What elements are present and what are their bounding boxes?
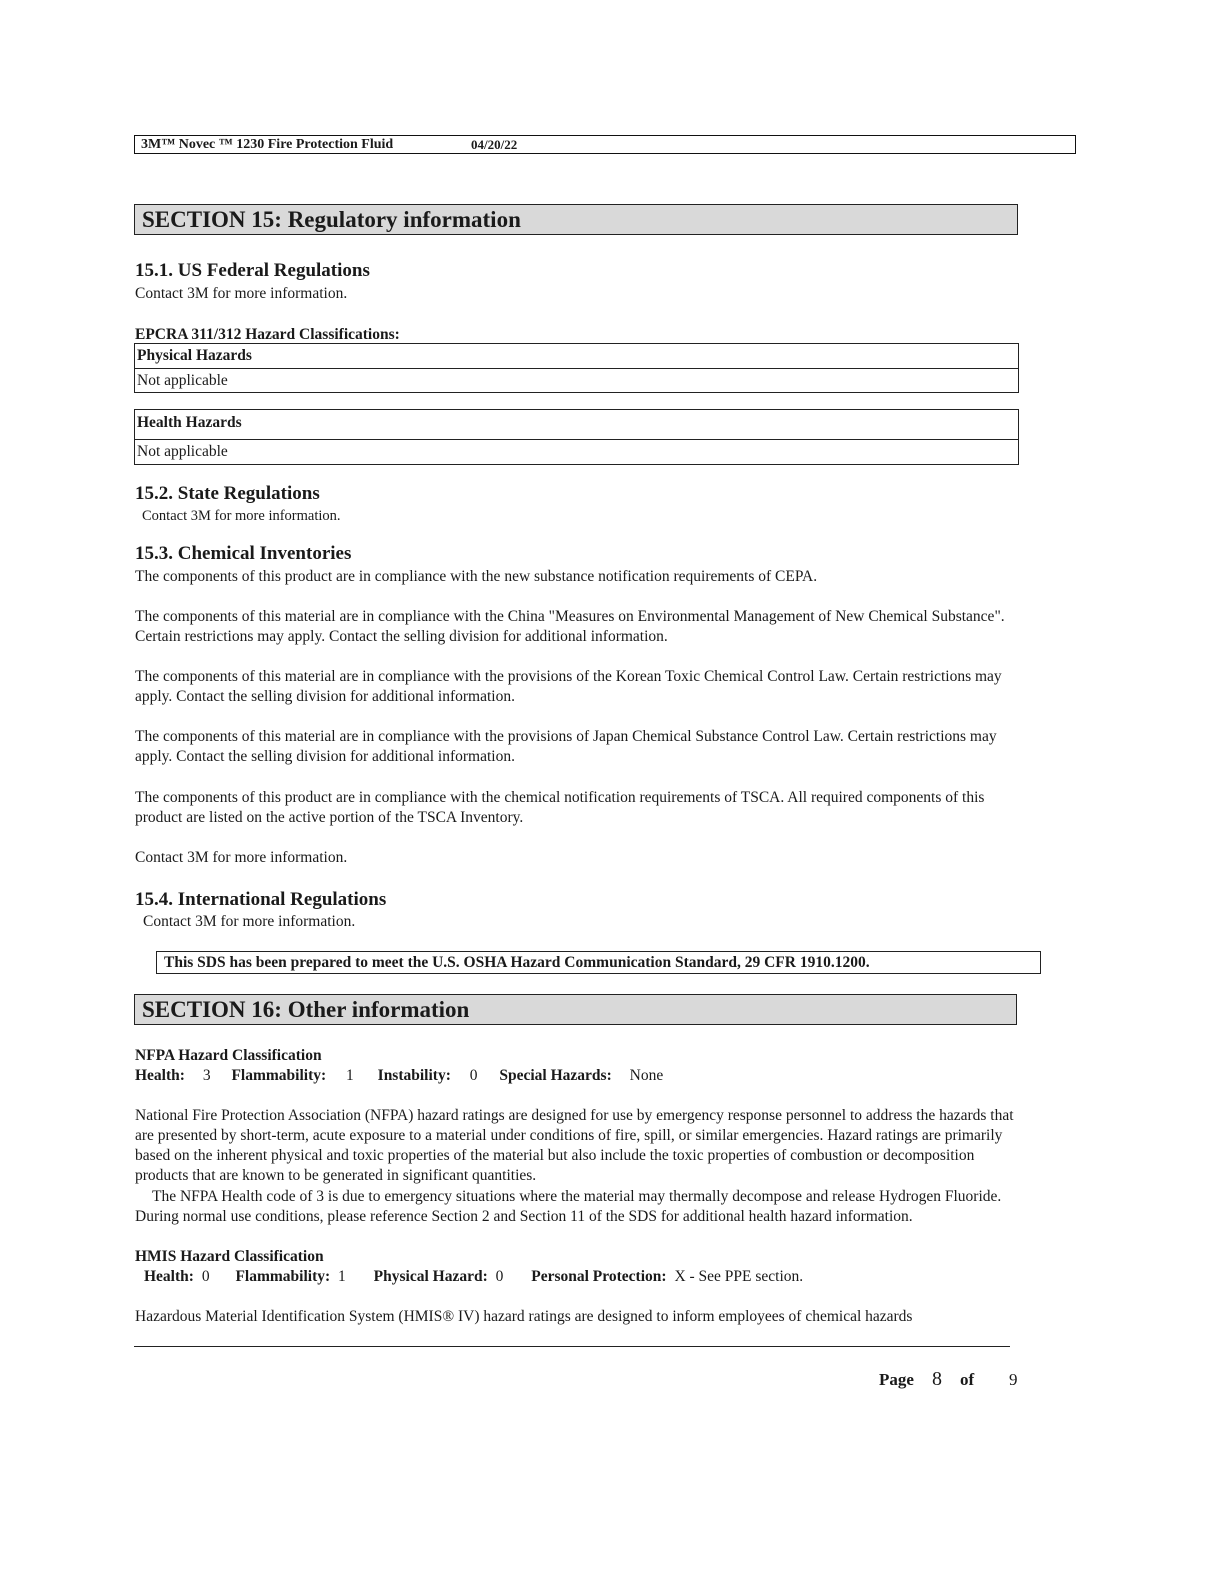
text-15-4: Contact 3M for more information. [143,913,356,930]
inventory-contact: Contact 3M for more information. [135,849,348,866]
section-15-title: SECTION 15: Regulatory information [134,204,1018,235]
nfpa-special-value: None [629,1067,664,1084]
hmis-physical-value: 0 [495,1268,504,1285]
nfpa-health-note: The NFPA Health code of 3 is due to emergency situations where the material may thermally decompose and release Hydrogen Fluoride. During normal use conditions, please reference Section 2 and Section 11 of the SDS for additional health hazard information. [135,1188,1002,1225]
of-label: of [960,1370,975,1389]
inventory-cepa: The components of this product are in compliance with the new substance notification requirements of CEPA. [135,568,818,585]
revision-date: 04/20/22 [471,137,518,152]
heading-15-2: 15.2. State Regulations [135,483,320,504]
nfpa-ratings [135,1066,1025,1086]
nfpa-flammability-value: 1 [346,1067,354,1084]
hmis-flammability-label: Flammability: [235,1268,331,1285]
inventory-japan: The components of this material are in compliance with the provisions of Japan Chemical Substance Control Law. Certain restrictions may apply. Contact the selling division for additional information. [135,728,997,765]
document-header [134,135,1076,154]
hmis-physical-label: Physical Hazard: [373,1268,488,1285]
inventory-tsca: The components of this product are in compliance with the chemical notification requirements of TSCA. All required components of this product are listed on the active portion of the TSCA Inventory. [135,789,985,826]
section-16-title: SECTION 16: Other information [134,994,1017,1025]
heading-15-1: 15.1. US Federal Regulations [135,260,370,281]
health-hazards-table [134,409,1019,465]
health-hazards-header: Health Hazards [137,414,242,431]
hmis-description: Hazardous Material Identification System (HMIS® IV) hazard ratings are designed to inform employees of chemical hazards [135,1308,913,1325]
hmis-health-label: Health: [144,1268,194,1285]
nfpa-special-label: Special Hazards: [499,1067,612,1084]
inventory-china: The components of this material are in compliance with the China "Measures on Environmental Management of New Chemical Substance". Certain restrictions may apply. Contact the selling division for additional information. [135,608,1005,645]
physical-hazards-value: Not applicable [135,368,1018,392]
nfpa-health-label: Health: [135,1067,185,1084]
hmis-ppe-value: X - See PPE section. [674,1268,804,1285]
epcra-label: EPCRA 311/312 Hazard Classifications: [135,326,400,343]
hmis-ppe-label: Personal Protection: [531,1268,667,1285]
heading-15-3: 15.3. Chemical Inventories [135,543,352,564]
physical-hazards-header: Physical Hazards [137,347,252,364]
page-label: Page [879,1370,914,1389]
page-total: 9 [1009,1370,1018,1389]
nfpa-heading: NFPA Hazard Classification [135,1047,322,1064]
hmis-ratings [144,1267,1034,1287]
hmis-health-value: 0 [201,1268,210,1285]
nfpa-description: National Fire Protection Association (NFPA) hazard ratings are designed for use by emergency response personnel to address the hazards that are presented by short-term, acute exposure to a material under conditions of fire, spill, or similar emergencies. Hazard ratings are primarily based on the inherent physical and toxic properties of the material but also include the toxic properties of combustion or decomposition products that are known to be generated in significant quantities. [135,1107,1014,1184]
health-hazards-value: Not applicable [135,439,1018,463]
nfpa-health-value: 3 [202,1067,211,1084]
inventory-korea: The components of this material are in compliance with the provisions of the Korean Toxic Chemical Control Law. Certain restrictions may apply. Contact the selling division for additional information. [135,668,1002,705]
osha-notice: This SDS has been prepared to meet the U.S. OSHA Hazard Communication Standard, 29 CFR 1910.1200. [156,951,1041,974]
product-name: 3M™ Novec ™ 1230 Fire Protection Fluid [141,137,394,152]
nfpa-instability-label: Instability: [377,1067,451,1084]
physical-hazards-table [134,343,1019,393]
text-15-1: Contact 3M for more information. [135,285,348,302]
hmis-flammability-value: 1 [338,1268,346,1285]
page-number: 8 [932,1368,942,1390]
nfpa-instability-value: 0 [469,1067,478,1084]
text-15-2: Contact 3M for more information. [142,508,341,524]
hmis-heading: HMIS Hazard Classification [135,1248,324,1265]
footer-rule [134,1346,1010,1347]
nfpa-flammability-label: Flammability: [231,1067,327,1084]
heading-15-4: 15.4. International Regulations [135,889,387,910]
